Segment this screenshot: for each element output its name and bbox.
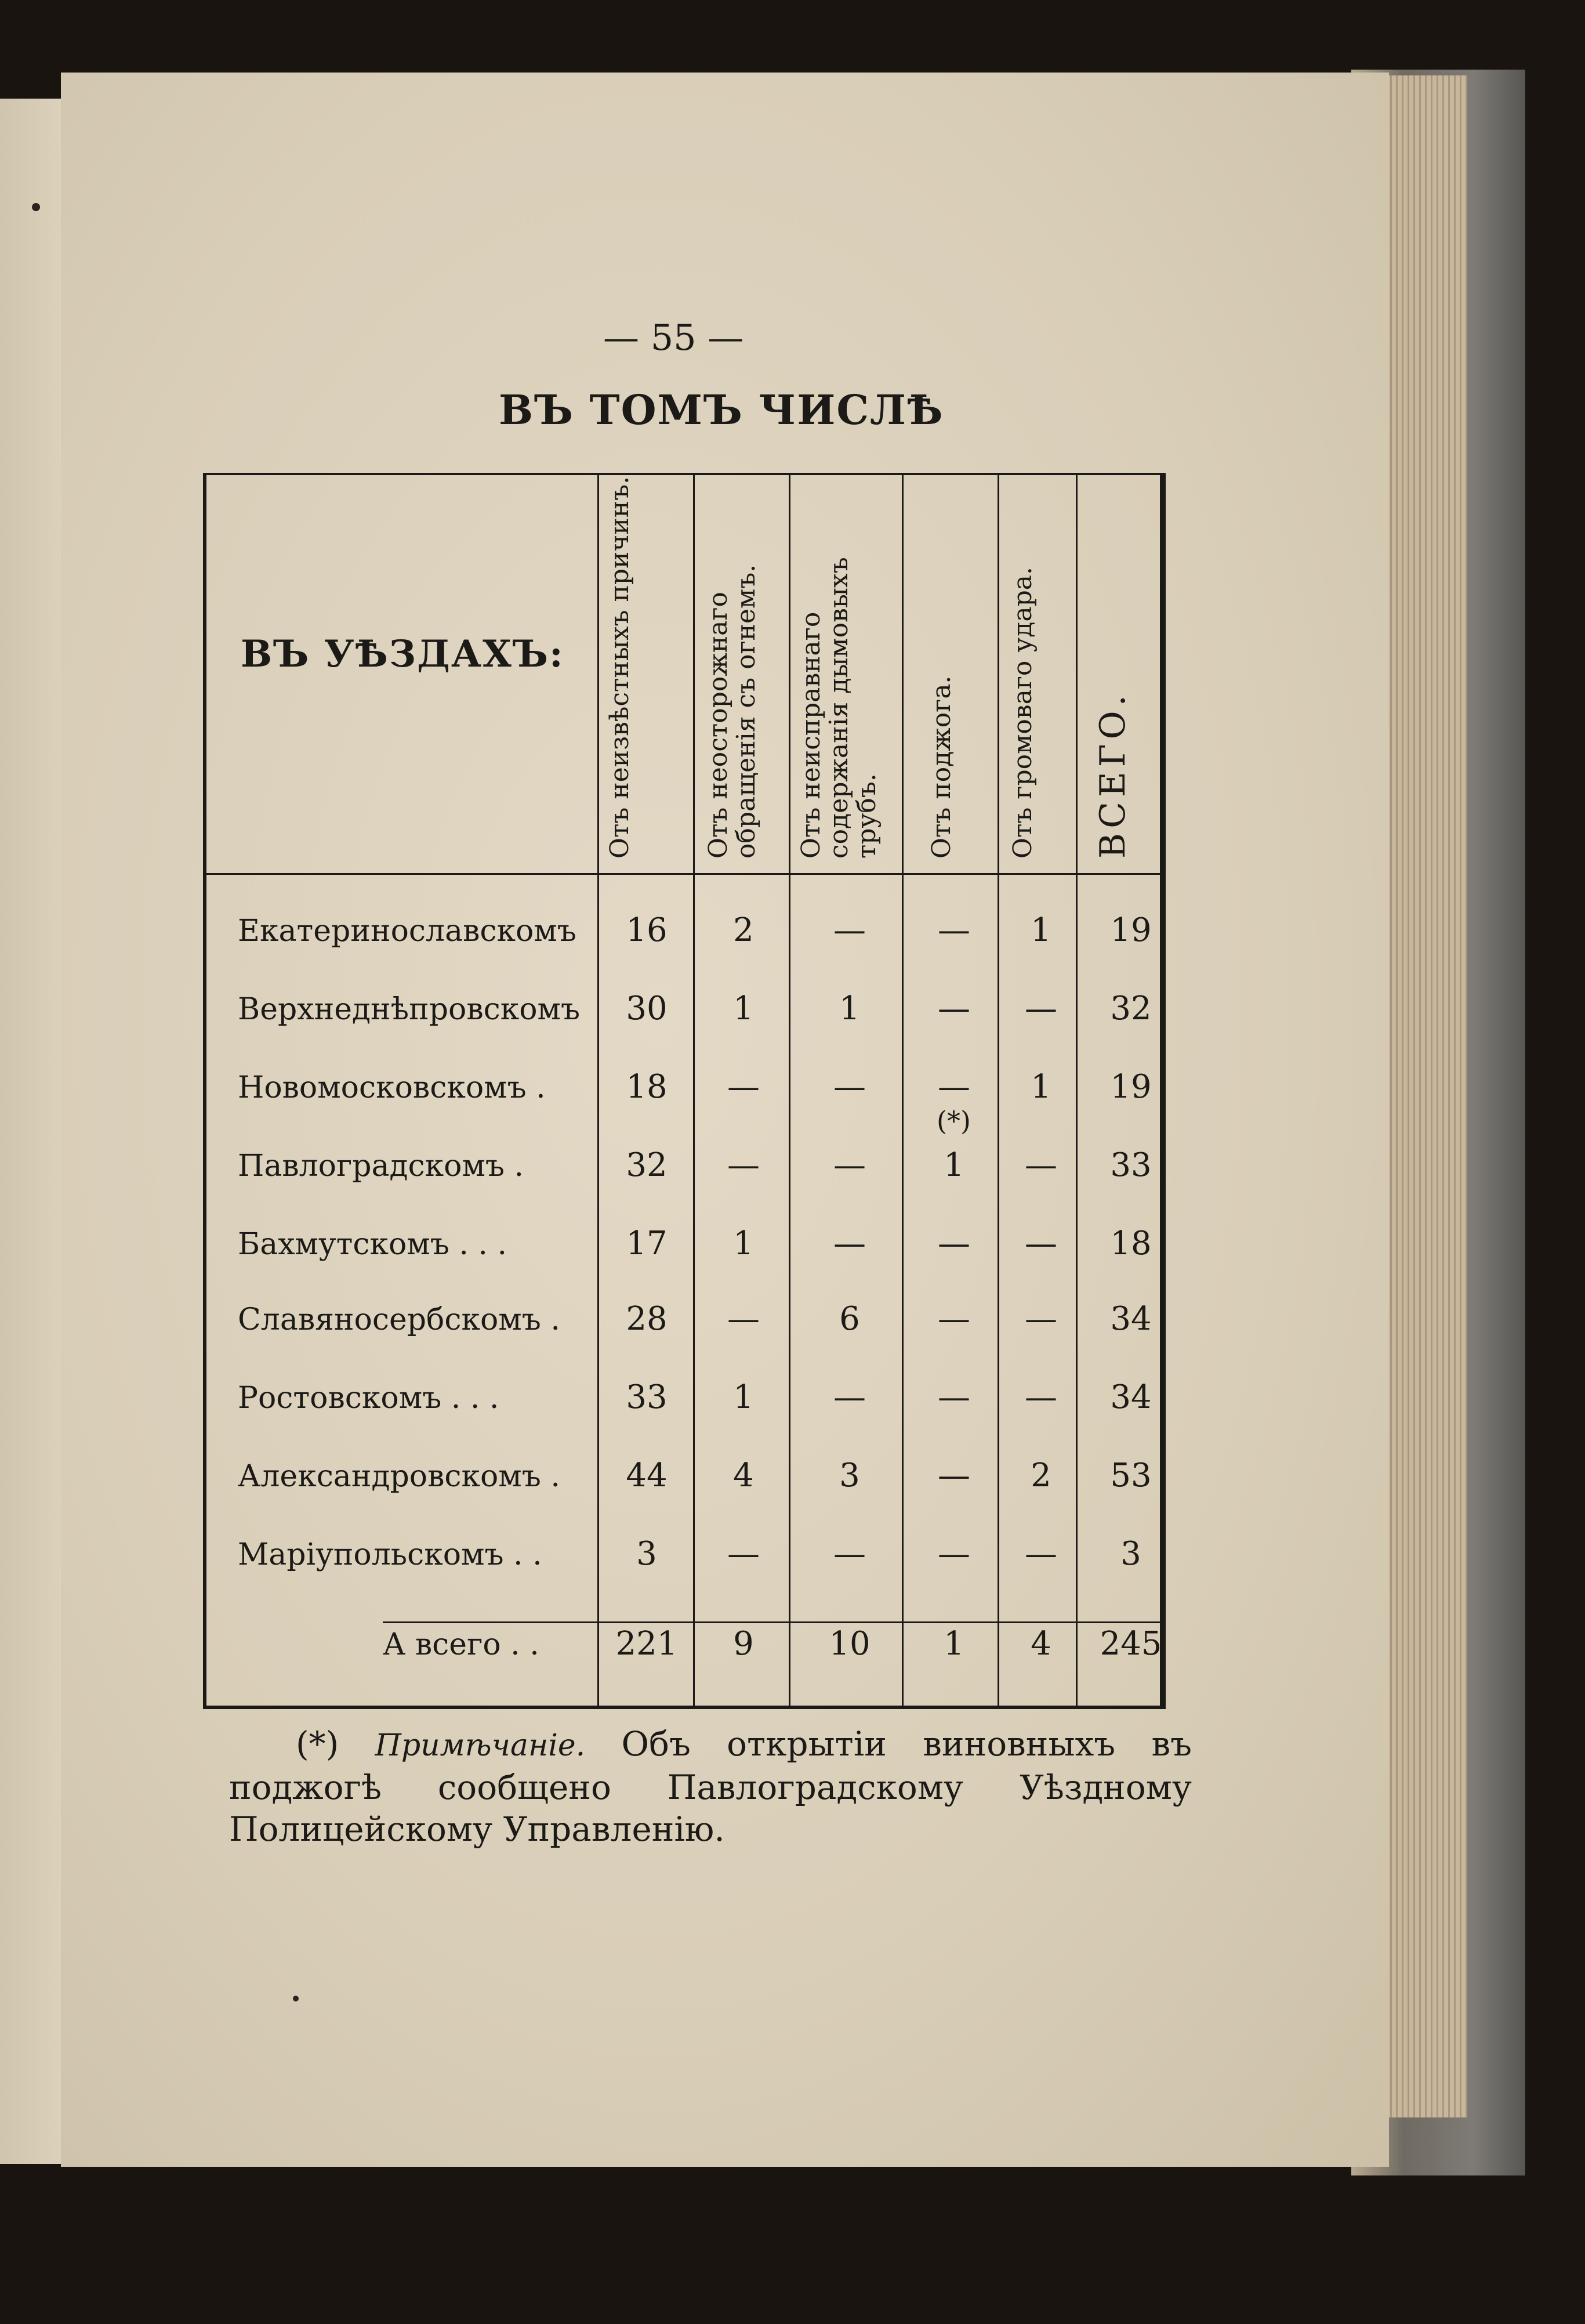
- table-cell: —: [833, 1068, 866, 1106]
- table-cell: 6: [839, 1300, 860, 1338]
- table-cell: —: [938, 1225, 970, 1262]
- table-cell: 30: [626, 990, 668, 1027]
- total-cell: 4: [1031, 1625, 1051, 1663]
- row-district-name: Славяносербскомъ .: [238, 1302, 560, 1337]
- table-cell: —: [833, 1146, 866, 1184]
- table-cell: 3: [1120, 1535, 1141, 1573]
- total-cell: 221: [615, 1625, 678, 1663]
- page-stack-edges: [1380, 75, 1467, 2117]
- total-cell: 1: [944, 1625, 964, 1663]
- footnote: [229, 1723, 1192, 1850]
- table-cell: —: [833, 1378, 866, 1416]
- table-cell: 1: [944, 1146, 964, 1184]
- table-cell: —: [938, 911, 970, 949]
- footnote-mark: (*): [296, 1724, 339, 1764]
- table-cell: 3: [636, 1535, 657, 1573]
- table-cell: —: [727, 1300, 760, 1338]
- table-cell: —: [938, 1457, 970, 1494]
- table-cell: 17: [626, 1225, 668, 1262]
- table-cell: —: [938, 1300, 970, 1338]
- total-row-label: А всего . .: [383, 1627, 539, 1662]
- table-cell: —: [727, 1068, 760, 1106]
- table-cell: 32: [1110, 990, 1152, 1027]
- table-cell: 1: [733, 1225, 754, 1262]
- table-cell: —: [833, 1225, 866, 1262]
- table-cell: 1: [733, 1378, 754, 1416]
- table-left-rule: [203, 473, 206, 1708]
- footnote-text: Объ открытіи виновныхъ въ поджогѣ сообщено Павлоградскому Уѣздному Полицейскому Управленію.: [229, 1724, 1192, 1849]
- col-header-chimneys: Отъ неисправнаго содержанія дымовыхъ трубъ.: [796, 557, 882, 859]
- left-page-edge: [0, 99, 67, 2164]
- table-cell: —: [1025, 990, 1057, 1027]
- table-cell: 1: [1031, 911, 1051, 949]
- col-divider-4: [902, 473, 904, 1706]
- table-cell: —: [727, 1535, 760, 1573]
- col-header-careless: Отъ неосторожнаго обращенія съ огнемъ.: [703, 564, 761, 859]
- col-divider-1: [597, 473, 599, 1706]
- row-district-name: Ростовскомъ . . .: [238, 1381, 499, 1416]
- col-header-lightning: Отъ громоваго удара.: [1008, 567, 1038, 859]
- table-bottom-rule: [203, 1706, 1166, 1709]
- paper-fleck: [293, 1996, 299, 2001]
- row-district-name: Верхнеднѣпровскомъ: [238, 992, 581, 1027]
- table-cell: 3: [839, 1457, 860, 1494]
- table-cell: —: [938, 990, 970, 1027]
- col-divider-2: [693, 473, 695, 1706]
- table-cell: 16: [626, 911, 668, 949]
- row-district-name: Бахмутскомъ . . .: [238, 1227, 507, 1262]
- table-cell: 19: [1110, 911, 1152, 949]
- table-cell: —: [1025, 1378, 1057, 1416]
- table-cell: —: [833, 911, 866, 949]
- footnote-label: Примѣчаніе.: [375, 1728, 586, 1763]
- total-cell: 10: [829, 1625, 871, 1663]
- table-cell: 44: [626, 1457, 668, 1494]
- table-cell: —: [1025, 1146, 1057, 1184]
- table-cell: —: [938, 1535, 970, 1573]
- total-cell: 9: [733, 1625, 754, 1663]
- table-cell: 1: [839, 990, 860, 1027]
- col-header-arson: Отъ поджога.: [927, 675, 956, 859]
- table-cell: —: [938, 1068, 970, 1106]
- table-cell: —: [1025, 1300, 1057, 1338]
- table-cell: 32: [626, 1146, 668, 1184]
- table-cell: 1: [733, 990, 754, 1027]
- table-cell: 18: [1110, 1225, 1152, 1262]
- table-cell: 18: [626, 1068, 668, 1106]
- table-cell: 2: [1031, 1457, 1051, 1494]
- table-cell: 28: [626, 1300, 668, 1338]
- table-cell: —: [727, 1146, 760, 1184]
- page-number: — 55 —: [603, 316, 744, 359]
- table-cell: 34: [1110, 1300, 1152, 1338]
- table-cell: —: [833, 1535, 866, 1573]
- table-cell: —: [1025, 1535, 1057, 1573]
- arson-note-mark: (*): [937, 1105, 971, 1136]
- header-separator: [203, 873, 1163, 875]
- total-separator: [383, 1621, 1163, 1623]
- row-district-name: Маріупольскомъ . .: [238, 1537, 542, 1572]
- table-cell: 33: [626, 1378, 668, 1416]
- col-header-total: ВСЕГО.: [1093, 690, 1133, 859]
- table-heading: ВЪ ТОМЪ ЧИСЛѢ: [499, 386, 944, 434]
- table-cell: —: [1025, 1225, 1057, 1262]
- table-cell: 19: [1110, 1068, 1152, 1106]
- row-district-name: Александровскомъ .: [238, 1459, 560, 1494]
- paper-fleck: [32, 203, 40, 211]
- table-cell: —: [938, 1378, 970, 1416]
- table-cell: 1: [1031, 1068, 1051, 1106]
- table-cell: 2: [733, 911, 754, 949]
- row-district-name: Новомосковскомъ .: [238, 1070, 546, 1105]
- table-cell: 53: [1110, 1457, 1152, 1494]
- table-cell: 34: [1110, 1378, 1152, 1416]
- col-header-unknown: Отъ неизвѣстныхъ причинъ.: [605, 476, 634, 859]
- row-district-name: Екатеринославскомъ: [238, 914, 576, 949]
- total-cell: 245: [1100, 1625, 1162, 1663]
- table-cell: 33: [1110, 1146, 1152, 1184]
- row-district-name: Павлоградскомъ .: [238, 1149, 524, 1183]
- district-column-header: ВЪ УѢЗДАХЪ:: [241, 632, 564, 676]
- table-cell: 4: [733, 1457, 754, 1494]
- table-top-rule: [203, 473, 1163, 475]
